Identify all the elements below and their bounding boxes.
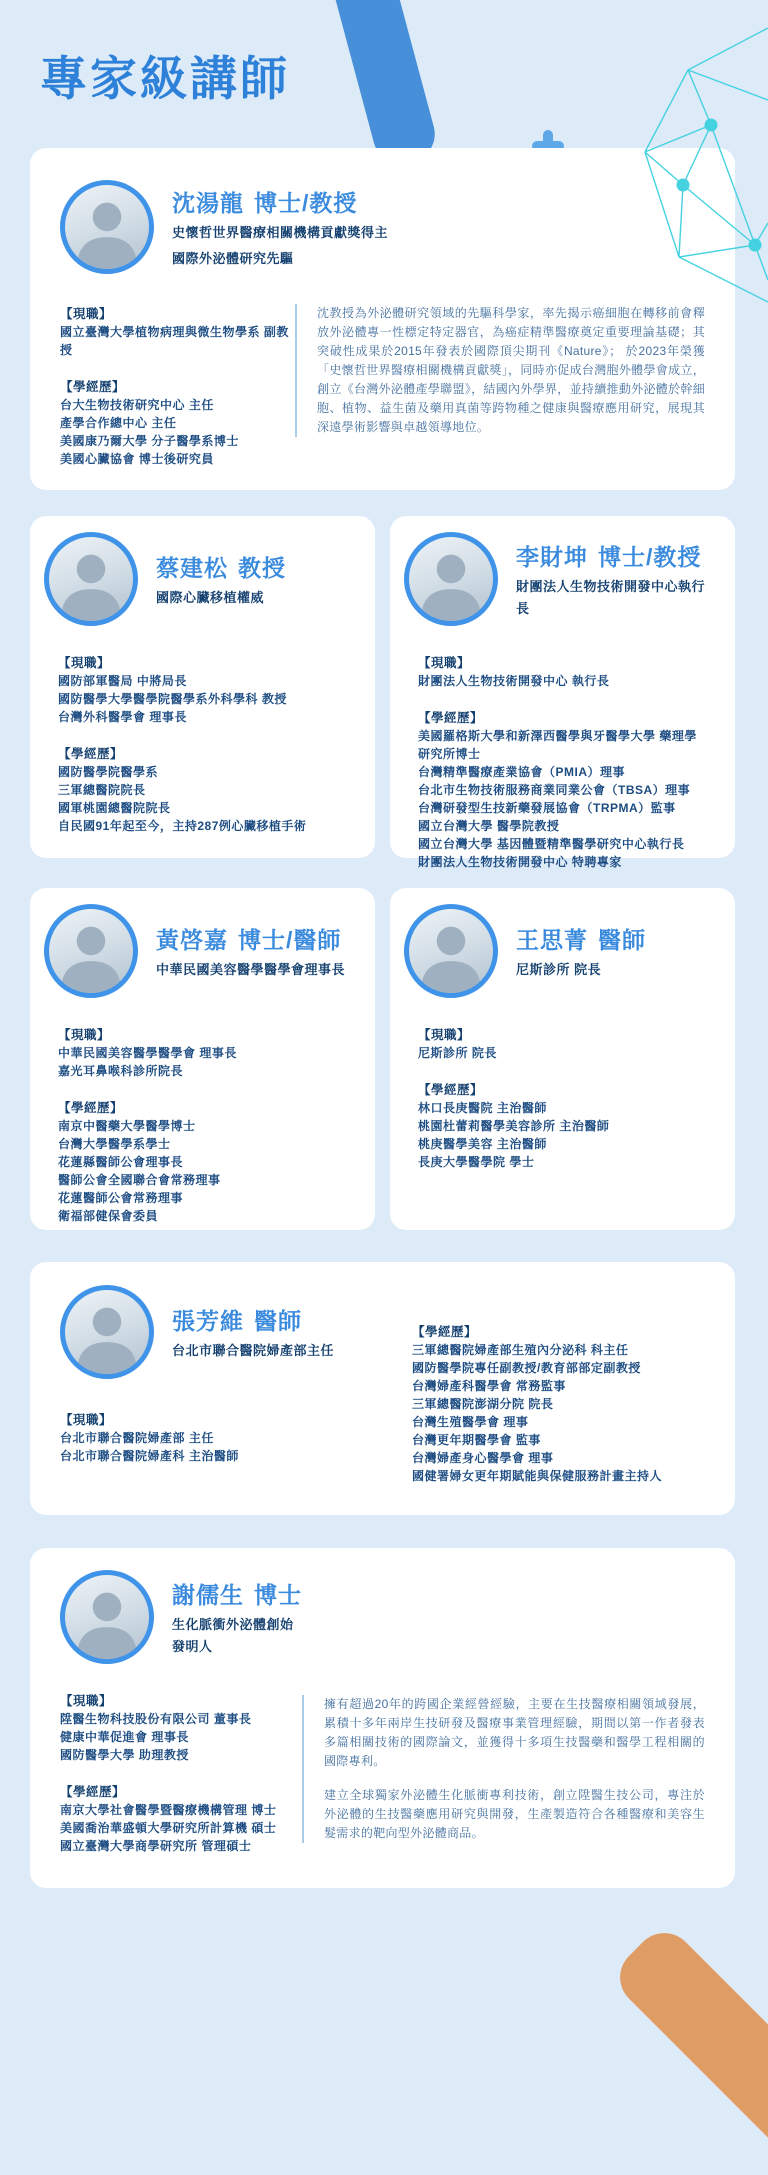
speaker-subtitle: 史懷哲世界醫療相關機構貢獻獎得主 [172, 224, 389, 240]
speaker-names [516, 922, 646, 981]
speaker-card [390, 888, 735, 1230]
bio-paragraph: 建立全球獨家外泌體生化脈衝專利技術，創立陞醫生技公司，專注於外泌體的生技醫藥應用研究與開發，生產製造符合各種醫療和美容生髮需求的靶向型外泌體商品。 [324, 1788, 705, 1840]
current-position-list [58, 672, 347, 726]
experience-list [58, 1117, 347, 1225]
experience-list [60, 396, 295, 468]
speaker-names [172, 1577, 302, 1658]
list-item: 產學合作總中心 主任 [60, 416, 177, 430]
speaker-header [60, 1285, 412, 1379]
list-item: 國防醫學大學 助理教授 [60, 1748, 189, 1762]
list-item: 三軍總醫院院長 [58, 783, 146, 797]
speaker-name-line [172, 1303, 334, 1336]
speaker-header [404, 532, 707, 626]
speaker-names [172, 185, 388, 270]
experience-label: 【學經歷】 [412, 1325, 478, 1339]
list-item: 國防醫學院專任副教授/教育部部定副教授 [412, 1361, 641, 1375]
list-item: 國軍桃園總醫院院長 [58, 801, 171, 815]
speaker-header [44, 904, 347, 998]
speaker-photo [60, 1570, 154, 1664]
speaker-card-body [60, 1285, 705, 1485]
list-item: 財團法人生物技術開發中心 特聘專家 [418, 855, 622, 869]
speaker-info-column [60, 274, 295, 468]
speaker-degree: 醫師 [254, 1307, 302, 1334]
speaker-name-line [172, 185, 388, 218]
experience-list [58, 763, 347, 835]
speaker-photo [60, 180, 154, 274]
list-item: 桃庚醫學美容 主治醫師 [418, 1137, 547, 1151]
speaker-name-line [172, 1577, 302, 1610]
page-title: 專家級講師 [40, 52, 290, 105]
speaker-name-line [516, 539, 707, 572]
speaker-bio [295, 304, 705, 437]
experience-section [418, 1081, 707, 1171]
list-item: 林口長庚醫院 主治醫師 [418, 1101, 547, 1115]
bio-paragraph: 沈教授為外泌體研究領域的先驅科學家，率先揭示癌細胞在轉移前會釋放外泌體專一性標定特定器官，為癌症精準醫療奠定重要理論基礎；其突破性成果於2015年發表於國際頂尖期刊《Nature》； 於2023年榮獲「史懷哲世界醫療相關機構貢獻獎」，同時亦促成台灣胞外體學會成立，創立《台灣外泌體產學聯盟》，結國內外學界，並持續推動外泌體於幹細胞、植物、益生菌及藥用真菌等跨物種之健康與醫療應用研究，展現其深遠學術影響與卓越領導地位。 [317, 306, 705, 434]
speaker-degree: 醫師 [598, 926, 646, 953]
list-item: 南京大學社會醫學暨醫療機構管理 博士 [60, 1803, 277, 1817]
current-position-section [60, 1411, 412, 1465]
experience-label: 【學經歷】 [58, 747, 124, 761]
speaker-card [30, 516, 375, 858]
list-item: 健康中華促進會 理事長 [60, 1730, 189, 1744]
speaker-subtitle: 國際外泌體研究先驅 [172, 250, 294, 266]
current-position-section [418, 1026, 707, 1062]
speaker-card-body [60, 274, 705, 468]
speaker-name: 沈湯龍 [172, 189, 244, 216]
speaker-subtitle: 台北市聯合醫院婦產部主任 [172, 1342, 335, 1358]
speaker-card-body [60, 1570, 705, 1855]
current-position-label: 【現職】 [58, 656, 111, 670]
current-position-list [60, 1429, 412, 1465]
speaker-photo [404, 532, 498, 626]
speaker-card [30, 1262, 735, 1515]
speaker-photo [404, 904, 498, 998]
speaker-card [30, 148, 735, 490]
list-item: 美國心臟協會 博士後研究員 [60, 452, 214, 466]
experience-label: 【學經歷】 [418, 1083, 484, 1097]
speaker-degree: 教授 [238, 554, 286, 581]
speaker-bio [302, 1695, 705, 1843]
experience-list [418, 1099, 707, 1171]
list-item: 台灣研發型生技新藥發展協會（TRPMA）監事 [418, 801, 676, 815]
blue-diagonal-bar-graphic [317, 0, 441, 170]
speaker-name: 謝儒生 [172, 1581, 244, 1608]
list-item: 台北市聯合醫院婦產科 主治醫師 [60, 1449, 239, 1463]
speaker-info-column [60, 1285, 412, 1485]
list-item: 美國康乃爾大學 分子醫學系博士 [60, 434, 239, 448]
list-item: 自民國91年起至今，主持287例心臟移植手術 [58, 819, 307, 833]
speaker-name: 李財坤 [516, 543, 588, 570]
current-position-label: 【現職】 [418, 1028, 471, 1042]
speaker-subtitle: 中華民國美容醫學醫學會理事長 [156, 961, 346, 977]
list-item: 台大生物技術研究中心 主任 [60, 398, 214, 412]
current-position-list [60, 1710, 302, 1764]
experience-list [60, 1801, 302, 1855]
speaker-name: 黃啓嘉 [156, 926, 228, 953]
speaker-name-line [516, 922, 646, 955]
speaker-degree: 博士/醫師 [238, 926, 342, 953]
list-item: 台灣婦產科醫學會 常務監事 [412, 1379, 566, 1393]
speaker-degree: 博士 [254, 1581, 302, 1608]
speaker-subtitle: 國際心臟移植權威 [156, 589, 265, 605]
list-item: 花蓮縣醫師公會理事長 [58, 1155, 184, 1169]
experience-label: 【學經歷】 [418, 711, 484, 725]
speaker-names [156, 550, 286, 609]
experience-section [60, 1783, 302, 1855]
experience-list [418, 727, 707, 871]
list-item: 國立臺灣大學植物病理與微生物學系 副教授 [60, 325, 289, 357]
speaker-name-line [156, 922, 345, 955]
speaker-name: 蔡建松 [156, 554, 228, 581]
current-position-section [58, 1026, 347, 1080]
list-item: 台灣婦產身心醫學會 理事 [412, 1451, 554, 1465]
current-position-label: 【現職】 [60, 307, 113, 321]
experience-section [58, 1099, 347, 1225]
current-position-label: 【現職】 [60, 1694, 113, 1708]
current-position-label: 【現職】 [60, 1413, 113, 1427]
list-item: 國立臺灣大學商學研究所 管理碩士 [60, 1839, 252, 1853]
list-item: 三軍總醫院婦產部生殖內分泌科 科主任 [412, 1343, 629, 1357]
list-item: 國健署婦女更年期賦能與保健服務計畫主持人 [412, 1469, 663, 1483]
speaker-photo [60, 1285, 154, 1379]
speaker-name-line [156, 550, 286, 583]
list-item: 尼斯診所 院長 [418, 1046, 497, 1060]
experience-label: 【學經歷】 [60, 380, 126, 394]
bio-paragraph: 擁有超過20年的跨國企業經營經驗，主要在生技醫療相關領域發展，累積十多年兩岸生技研發及醫療事業管理經驗，期間以第一作者發表多篇相關技術的國際論文，並獲得十多項生技醫藥和醫學工程相關的國際專利。 [324, 1697, 705, 1768]
current-position-label: 【現職】 [418, 656, 471, 670]
experience-section [60, 378, 295, 468]
list-item: 台北市生物技術服務商業同業公會（TBSA）理事 [418, 783, 691, 797]
list-item: 中華民國美容醫學醫學會 理事長 [58, 1046, 237, 1060]
list-item: 台灣大學醫學系學士 [58, 1137, 171, 1151]
experience-label: 【學經歷】 [60, 1785, 126, 1799]
current-position-section [60, 305, 295, 359]
speaker-names [172, 1303, 334, 1362]
list-item: 台灣更年期醫學會 監事 [412, 1433, 541, 1447]
experience-list [412, 1341, 705, 1485]
list-item: 台北市聯合醫院婦產部 主任 [60, 1431, 214, 1445]
experience-section [418, 709, 707, 871]
list-item: 嘉光耳鼻喉科診所院長 [58, 1064, 184, 1078]
list-item: 美國羅格斯大學和新澤西醫學與牙醫學大學 藥理學研究所博士 [418, 729, 697, 761]
speaker-photo [44, 904, 138, 998]
speaker-subtitle: 尼斯診所 院長 [516, 961, 602, 977]
speaker-photo [44, 532, 138, 626]
list-item: 長庚大學醫學院 學士 [418, 1155, 535, 1169]
current-position-label: 【現職】 [58, 1028, 111, 1042]
speaker-card [30, 1548, 735, 1888]
list-item: 三軍總醫院澎湖分院 院長 [412, 1397, 554, 1411]
list-item: 南京中醫藥大學醫學博士 [58, 1119, 196, 1133]
list-item: 台灣生殖醫學會 理事 [412, 1415, 529, 1429]
experience-section [412, 1323, 705, 1485]
speaker-experience-column [412, 1285, 705, 1485]
list-item: 花蓮醫師公會常務理事 [58, 1191, 184, 1205]
list-item: 衛福部健保會委員 [58, 1209, 159, 1223]
list-item: 國立台灣大學 醫學院教授 [418, 819, 560, 833]
speaker-header [404, 904, 707, 998]
current-position-list [60, 323, 295, 359]
speaker-name: 王思菁 [516, 926, 588, 953]
list-item: 國防部軍醫局 中將局長 [58, 674, 187, 688]
list-item: 財團法人生物技術開發中心 執行長 [418, 674, 610, 688]
list-item: 國立台灣大學 基因體暨精準醫學研究中心執行長 [418, 837, 685, 851]
list-item: 國防醫學大學醫學院醫學系外科學科 教授 [58, 692, 287, 706]
speaker-info-column [60, 1570, 302, 1855]
speaker-header [60, 1570, 302, 1664]
current-position-list [418, 1044, 707, 1062]
current-position-section [418, 654, 707, 690]
speaker-card [30, 888, 375, 1230]
list-item: 台灣精準醫療產業協會（PMIA）理事 [418, 765, 626, 779]
list-item: 醫師公會全國聯合會常務理事 [58, 1173, 221, 1187]
list-item: 國防醫學院醫學系 [58, 765, 159, 779]
speaker-names [156, 922, 345, 981]
speaker-subtitle: 財團法人生物技術開發中心執行長 [516, 578, 706, 616]
speaker-card [390, 516, 735, 869]
speaker-degree: 博士/教授 [598, 543, 702, 570]
current-position-list [58, 1044, 347, 1080]
list-item: 桃園杜蕾莉醫學美容診所 主治醫師 [418, 1119, 610, 1133]
current-position-list [418, 672, 707, 690]
speaker-header [44, 532, 347, 626]
experience-section [58, 745, 347, 835]
orange-diagonal-bar-graphic [608, 1921, 768, 2175]
current-position-section [60, 1692, 302, 1764]
list-item: 陞醫生物科技股份有限公司 董事長 [60, 1712, 252, 1726]
experience-label: 【學經歷】 [58, 1101, 124, 1115]
list-item: 台灣外科醫學會 理事長 [58, 710, 187, 724]
list-item: 美國喬治華盛頓大學研究所計算機 碩士 [60, 1821, 277, 1835]
current-position-section [58, 654, 347, 726]
speaker-header [60, 180, 705, 274]
speaker-degree: 博士/教授 [254, 189, 358, 216]
speaker-subtitle: 生化脈衝外泌體創始發明人 [172, 1616, 294, 1654]
speaker-names [516, 539, 707, 620]
speaker-name: 張芳維 [172, 1307, 244, 1334]
